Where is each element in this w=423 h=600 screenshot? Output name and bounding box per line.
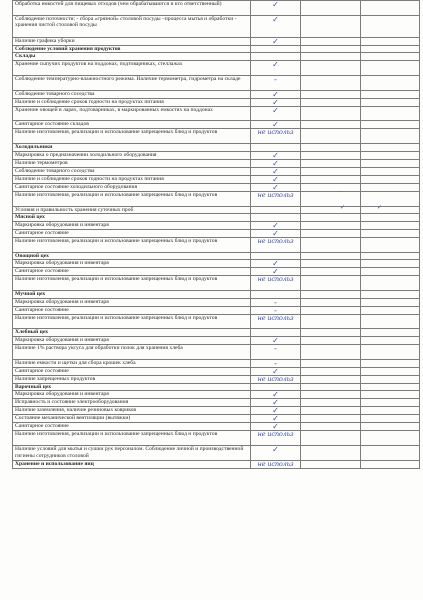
compliance-mark: ✓ <box>251 90 301 98</box>
compliance-mark: - <box>251 344 301 359</box>
compliance-mark: ✓ <box>251 221 301 229</box>
compliance-mark: ✓ <box>251 106 301 121</box>
empty-cell <box>361 90 420 98</box>
checklist-row <box>13 375 420 383</box>
empty-cell <box>301 15 361 37</box>
section-header-row <box>13 252 420 260</box>
section-title: Овощной цех <box>13 252 251 260</box>
empty-cell <box>301 129 361 144</box>
compliance-mark: ✓ <box>251 37 301 45</box>
empty-cell <box>301 344 361 359</box>
empty-cell <box>361 98 420 106</box>
criterion-text: Санитарное состояние <box>13 306 251 314</box>
empty-cell <box>361 306 420 314</box>
empty-cell <box>361 314 420 329</box>
compliance-mark: ✓ <box>251 151 301 159</box>
checklist-row <box>13 159 420 167</box>
compliance-mark: ✓ <box>251 60 301 75</box>
criterion-text: Наличие емкости и щетки для сбора крошек хлеба <box>13 359 251 367</box>
compliance-mark: - <box>251 306 301 314</box>
compliance-mark: ✓ <box>251 399 301 407</box>
empty-cell <box>301 260 361 268</box>
empty-cell <box>361 229 420 237</box>
checklist-row <box>13 260 420 268</box>
empty-cell <box>301 407 361 415</box>
criterion-text: Санитарное состояние холодильного оборудования <box>13 183 251 191</box>
empty-cell <box>301 60 361 75</box>
empty-cell <box>301 446 361 461</box>
empty-cell <box>361 206 420 214</box>
empty-cell <box>361 359 420 367</box>
empty-cell <box>301 237 361 252</box>
empty-cell <box>301 98 361 106</box>
compliance-mark: ✓ <box>251 407 301 415</box>
empty-cell <box>361 460 420 468</box>
criterion-text: Наличие термометров <box>13 159 251 167</box>
criterion-text: Наличие изготовления, реализации и использование запрещенных блюд и продуктов <box>13 237 251 252</box>
checklist-row <box>13 359 420 367</box>
checklist-row <box>13 151 420 159</box>
empty-cell <box>361 446 420 461</box>
empty-cell <box>301 276 361 291</box>
empty-cell <box>301 383 361 391</box>
empty-cell <box>301 391 361 399</box>
empty-cell <box>301 336 361 344</box>
compliance-mark: - <box>251 298 301 306</box>
checklist-row <box>13 229 420 237</box>
section-title: Склады <box>13 53 251 61</box>
checklist-row <box>13 15 420 37</box>
section-title: Соблюдение условий хранения продуктов <box>13 45 251 53</box>
checklist-row <box>13 344 420 359</box>
criterion-text: Маркировка оборудования и инвентаря <box>13 298 251 306</box>
checklist-row <box>13 399 420 407</box>
checklist-row <box>13 191 420 206</box>
criterion-text: Маркировка оборудования и инвентаря <box>13 221 251 229</box>
empty-cell <box>301 159 361 167</box>
checklist-row <box>13 90 420 98</box>
criterion-text: Обработка емкостей для пищевых отходов (чем обрабатываются и кто ответственный) <box>13 1 251 16</box>
checklist-row <box>13 268 420 276</box>
empty-cell <box>361 336 420 344</box>
checklist-row <box>13 276 420 291</box>
checklist-row <box>13 206 420 214</box>
empty-cell <box>361 75 420 90</box>
criterion-text: Наличие изготовления, реализации и использование запрещенных блюд и продуктов <box>13 431 251 446</box>
empty-cell <box>301 191 361 206</box>
empty-cell <box>361 167 420 175</box>
checklist-row <box>13 415 420 423</box>
empty-cell <box>301 183 361 191</box>
compliance-mark: не использ <box>251 237 301 252</box>
empty-cell <box>361 415 420 423</box>
criterion-text: Санитарное состояние <box>13 268 251 276</box>
criterion-text: Санитарное состояние складов <box>13 121 251 129</box>
compliance-mark: ✓ <box>251 391 301 399</box>
checklist-row <box>13 37 420 45</box>
empty-cell <box>361 151 420 159</box>
empty-cell <box>361 175 420 183</box>
empty-cell <box>361 237 420 252</box>
empty-cell <box>361 15 420 37</box>
empty-cell <box>361 183 420 191</box>
compliance-mark <box>251 214 301 222</box>
section-title: Хлебный цех <box>13 329 251 337</box>
empty-cell <box>301 53 361 61</box>
empty-cell <box>361 214 420 222</box>
empty-cell <box>361 391 420 399</box>
empty-cell <box>361 344 420 359</box>
checklist-row <box>13 106 420 121</box>
criterion-text: Наличие запрещенных продуктов <box>13 375 251 383</box>
compliance-mark: ✓ <box>251 159 301 167</box>
compliance-mark: ✓ <box>251 423 301 431</box>
compliance-mark: не использ <box>251 431 301 446</box>
checklist-row <box>13 407 420 415</box>
empty-cell <box>301 175 361 183</box>
criterion-text: Наличие и соблюдение сроков годности на продуктах питания <box>13 98 251 106</box>
compliance-mark: ✓ <box>251 121 301 129</box>
checklist-row <box>13 391 420 399</box>
checklist-row <box>13 306 420 314</box>
criterion-text: Наличие графика уборки <box>13 37 251 45</box>
checklist-row <box>13 1 420 16</box>
compliance-mark: ✓ <box>251 15 301 37</box>
criterion-text: Хранение овощей в ларях, подтоварниках, в маркированных емкостях на поддонах <box>13 106 251 121</box>
section-title: Хранение и использование яиц <box>13 460 251 468</box>
empty-cell <box>361 260 420 268</box>
checklist-row <box>13 60 420 75</box>
empty-cell <box>301 221 361 229</box>
criterion-text: Соблюдение товарного соседства <box>13 167 251 175</box>
criterion-text: Маркировка оборудования и инвентаря <box>13 260 251 268</box>
compliance-mark: ✓ <box>251 268 301 276</box>
compliance-mark: ✓ <box>251 336 301 344</box>
compliance-mark <box>251 53 301 61</box>
criterion-text: Условия и правильность хранения суточных проб <box>13 206 251 214</box>
section-header-row <box>13 144 420 152</box>
empty-cell <box>361 399 420 407</box>
checklist-row <box>13 75 420 90</box>
empty-cell <box>301 415 361 423</box>
empty-cell <box>301 151 361 159</box>
empty-cell <box>301 214 361 222</box>
empty-cell <box>361 268 420 276</box>
pen-dot-mark: · <box>340 189 342 196</box>
compliance-mark <box>251 144 301 152</box>
empty-cell <box>301 37 361 45</box>
empty-cell <box>361 45 420 53</box>
checklist-row <box>13 221 420 229</box>
criterion-text: Наличие изготовления, реализации и использование запрещенных блюд и продуктов <box>13 191 251 206</box>
empty-cell <box>301 375 361 383</box>
compliance-mark: не использ <box>251 375 301 383</box>
criterion-text: Соблюдение температурно-влажностного режима. Наличие термометра, гидрометра на складе <box>13 75 251 90</box>
empty-cell <box>301 268 361 276</box>
empty-cell <box>301 367 361 375</box>
compliance-mark <box>251 383 301 391</box>
section-title: Мучной цех <box>13 290 251 298</box>
empty-cell <box>301 290 361 298</box>
empty-cell <box>361 60 420 75</box>
compliance-mark: ✓ <box>251 1 301 16</box>
section-header-row <box>13 329 420 337</box>
checklist-row <box>13 367 420 375</box>
compliance-mark <box>251 206 301 214</box>
empty-cell <box>361 1 420 16</box>
criterion-text: Маркировка о предназначении холодильного оборудования <box>13 151 251 159</box>
checklist-row <box>13 129 420 144</box>
empty-cell <box>361 423 420 431</box>
criterion-text: Маркировка оборудования и инвентаря <box>13 391 251 399</box>
criterion-text: Состояние механической вентиляции (вытяжки) <box>13 415 251 423</box>
empty-cell <box>301 314 361 329</box>
compliance-mark: ✓ <box>251 167 301 175</box>
section-header-row <box>13 460 420 468</box>
criterion-text: Наличие изготовления, реализации и использование запрещенных блюд и продуктов <box>13 276 251 291</box>
section-title: Мясной цех <box>13 214 251 222</box>
empty-cell <box>361 329 420 337</box>
section-header-row <box>13 214 420 222</box>
checklist-row <box>13 167 420 175</box>
criterion-text: Наличие изготовления, реализации и использование запрещенных блюд и продуктов <box>13 314 251 329</box>
empty-cell <box>301 431 361 446</box>
compliance-mark: ✓ <box>251 98 301 106</box>
compliance-mark: ✓ <box>251 175 301 183</box>
empty-cell <box>361 431 420 446</box>
empty-cell <box>301 252 361 260</box>
compliance-mark: - <box>251 359 301 367</box>
compliance-mark <box>251 252 301 260</box>
empty-cell <box>361 106 420 121</box>
compliance-mark: не использ <box>251 460 301 468</box>
criterion-text: Наличие заземления, наличие резиновых ковриков <box>13 407 251 415</box>
inspection-checklist-table <box>12 0 420 469</box>
empty-cell <box>361 144 420 152</box>
empty-cell <box>361 121 420 129</box>
section-header-row <box>13 290 420 298</box>
pen-tick-mark: ✓ <box>340 204 346 211</box>
checklist-row <box>13 175 420 183</box>
empty-cell <box>301 121 361 129</box>
compliance-mark: ✓ <box>251 260 301 268</box>
empty-cell <box>361 252 420 260</box>
criterion-text: Санитарное состояние <box>13 423 251 431</box>
checklist-row <box>13 298 420 306</box>
criterion-text: Наличие изготовления, реализации и использование запрещенных блюд и продуктов <box>13 129 251 144</box>
compliance-mark <box>251 329 301 337</box>
empty-cell <box>301 329 361 337</box>
compliance-mark: не использ <box>251 191 301 206</box>
empty-cell <box>361 276 420 291</box>
compliance-mark: не использ <box>251 129 301 144</box>
empty-cell <box>361 37 420 45</box>
criterion-text: Наличие и соблюдение сроков годности на продуктах питания <box>13 175 251 183</box>
empty-cell <box>301 399 361 407</box>
empty-cell <box>301 229 361 237</box>
empty-cell <box>301 298 361 306</box>
checklist-row <box>13 121 420 129</box>
compliance-mark: ✓ <box>251 183 301 191</box>
empty-cell <box>361 375 420 383</box>
compliance-mark: ✓ <box>251 446 301 461</box>
compliance-mark <box>251 45 301 53</box>
compliance-mark: ✓ <box>251 415 301 423</box>
criterion-text: Соблюдение поточности: - сбора «грязной» столовой посуды –процесса мытья и обработки - хранения чистой столовой посуды <box>13 15 251 37</box>
empty-cell <box>301 306 361 314</box>
criterion-text: Наличие условий для мытья и сушки рук персоналом. Соблюдение личной и производственной гигиены сотрудников столовой <box>13 446 251 461</box>
empty-cell <box>301 75 361 90</box>
compliance-mark: - <box>251 75 301 90</box>
empty-cell <box>301 423 361 431</box>
pen-tick-mark: ✓ <box>377 204 383 211</box>
criterion-text: Маркировка оборудования и инвентаря <box>13 336 251 344</box>
checklist-row <box>13 314 420 329</box>
empty-cell <box>301 167 361 175</box>
compliance-mark <box>251 290 301 298</box>
criterion-text: Исправность и состояние электрооборудования <box>13 399 251 407</box>
checklist-row <box>13 183 420 191</box>
empty-cell <box>301 144 361 152</box>
section-header-row <box>13 53 420 61</box>
criterion-text: Санитарное состояние <box>13 367 251 375</box>
criterion-text: Санитарное состояние <box>13 229 251 237</box>
empty-cell <box>301 1 361 16</box>
section-title: Варочный цех <box>13 383 251 391</box>
empty-cell <box>361 191 420 206</box>
compliance-mark: не использ <box>251 276 301 291</box>
checklist-row <box>13 336 420 344</box>
empty-cell <box>301 359 361 367</box>
empty-cell <box>361 367 420 375</box>
empty-cell <box>301 90 361 98</box>
empty-cell <box>301 206 361 214</box>
empty-cell <box>361 221 420 229</box>
section-header-row <box>13 383 420 391</box>
checklist-row <box>13 431 420 446</box>
checklist-body <box>13 1 420 469</box>
criterion-text: Хранение сыпучих продуктов на поддонах, подтоварниках, стеллажах <box>13 60 251 75</box>
compliance-mark: не использ <box>251 314 301 329</box>
compliance-mark: ✓ <box>251 229 301 237</box>
empty-cell <box>301 460 361 468</box>
empty-cell <box>361 53 420 61</box>
empty-cell <box>361 298 420 306</box>
checklist-row <box>13 423 420 431</box>
checklist-row <box>13 98 420 106</box>
empty-cell <box>361 290 420 298</box>
criterion-text: Соблюдение товарного соседства <box>13 90 251 98</box>
empty-cell <box>361 407 420 415</box>
checklist-row <box>13 237 420 252</box>
empty-cell <box>361 129 420 144</box>
empty-cell <box>301 106 361 121</box>
empty-cell <box>301 45 361 53</box>
empty-cell <box>361 383 420 391</box>
section-title: Холодильники <box>13 144 251 152</box>
criterion-text: Наличие 1% раствора уксуса для обработки полок для хранения хлеба <box>13 344 251 359</box>
checklist-row <box>13 446 420 461</box>
section-header-row <box>13 45 420 53</box>
compliance-mark: ✓ <box>251 367 301 375</box>
empty-cell <box>361 159 420 167</box>
